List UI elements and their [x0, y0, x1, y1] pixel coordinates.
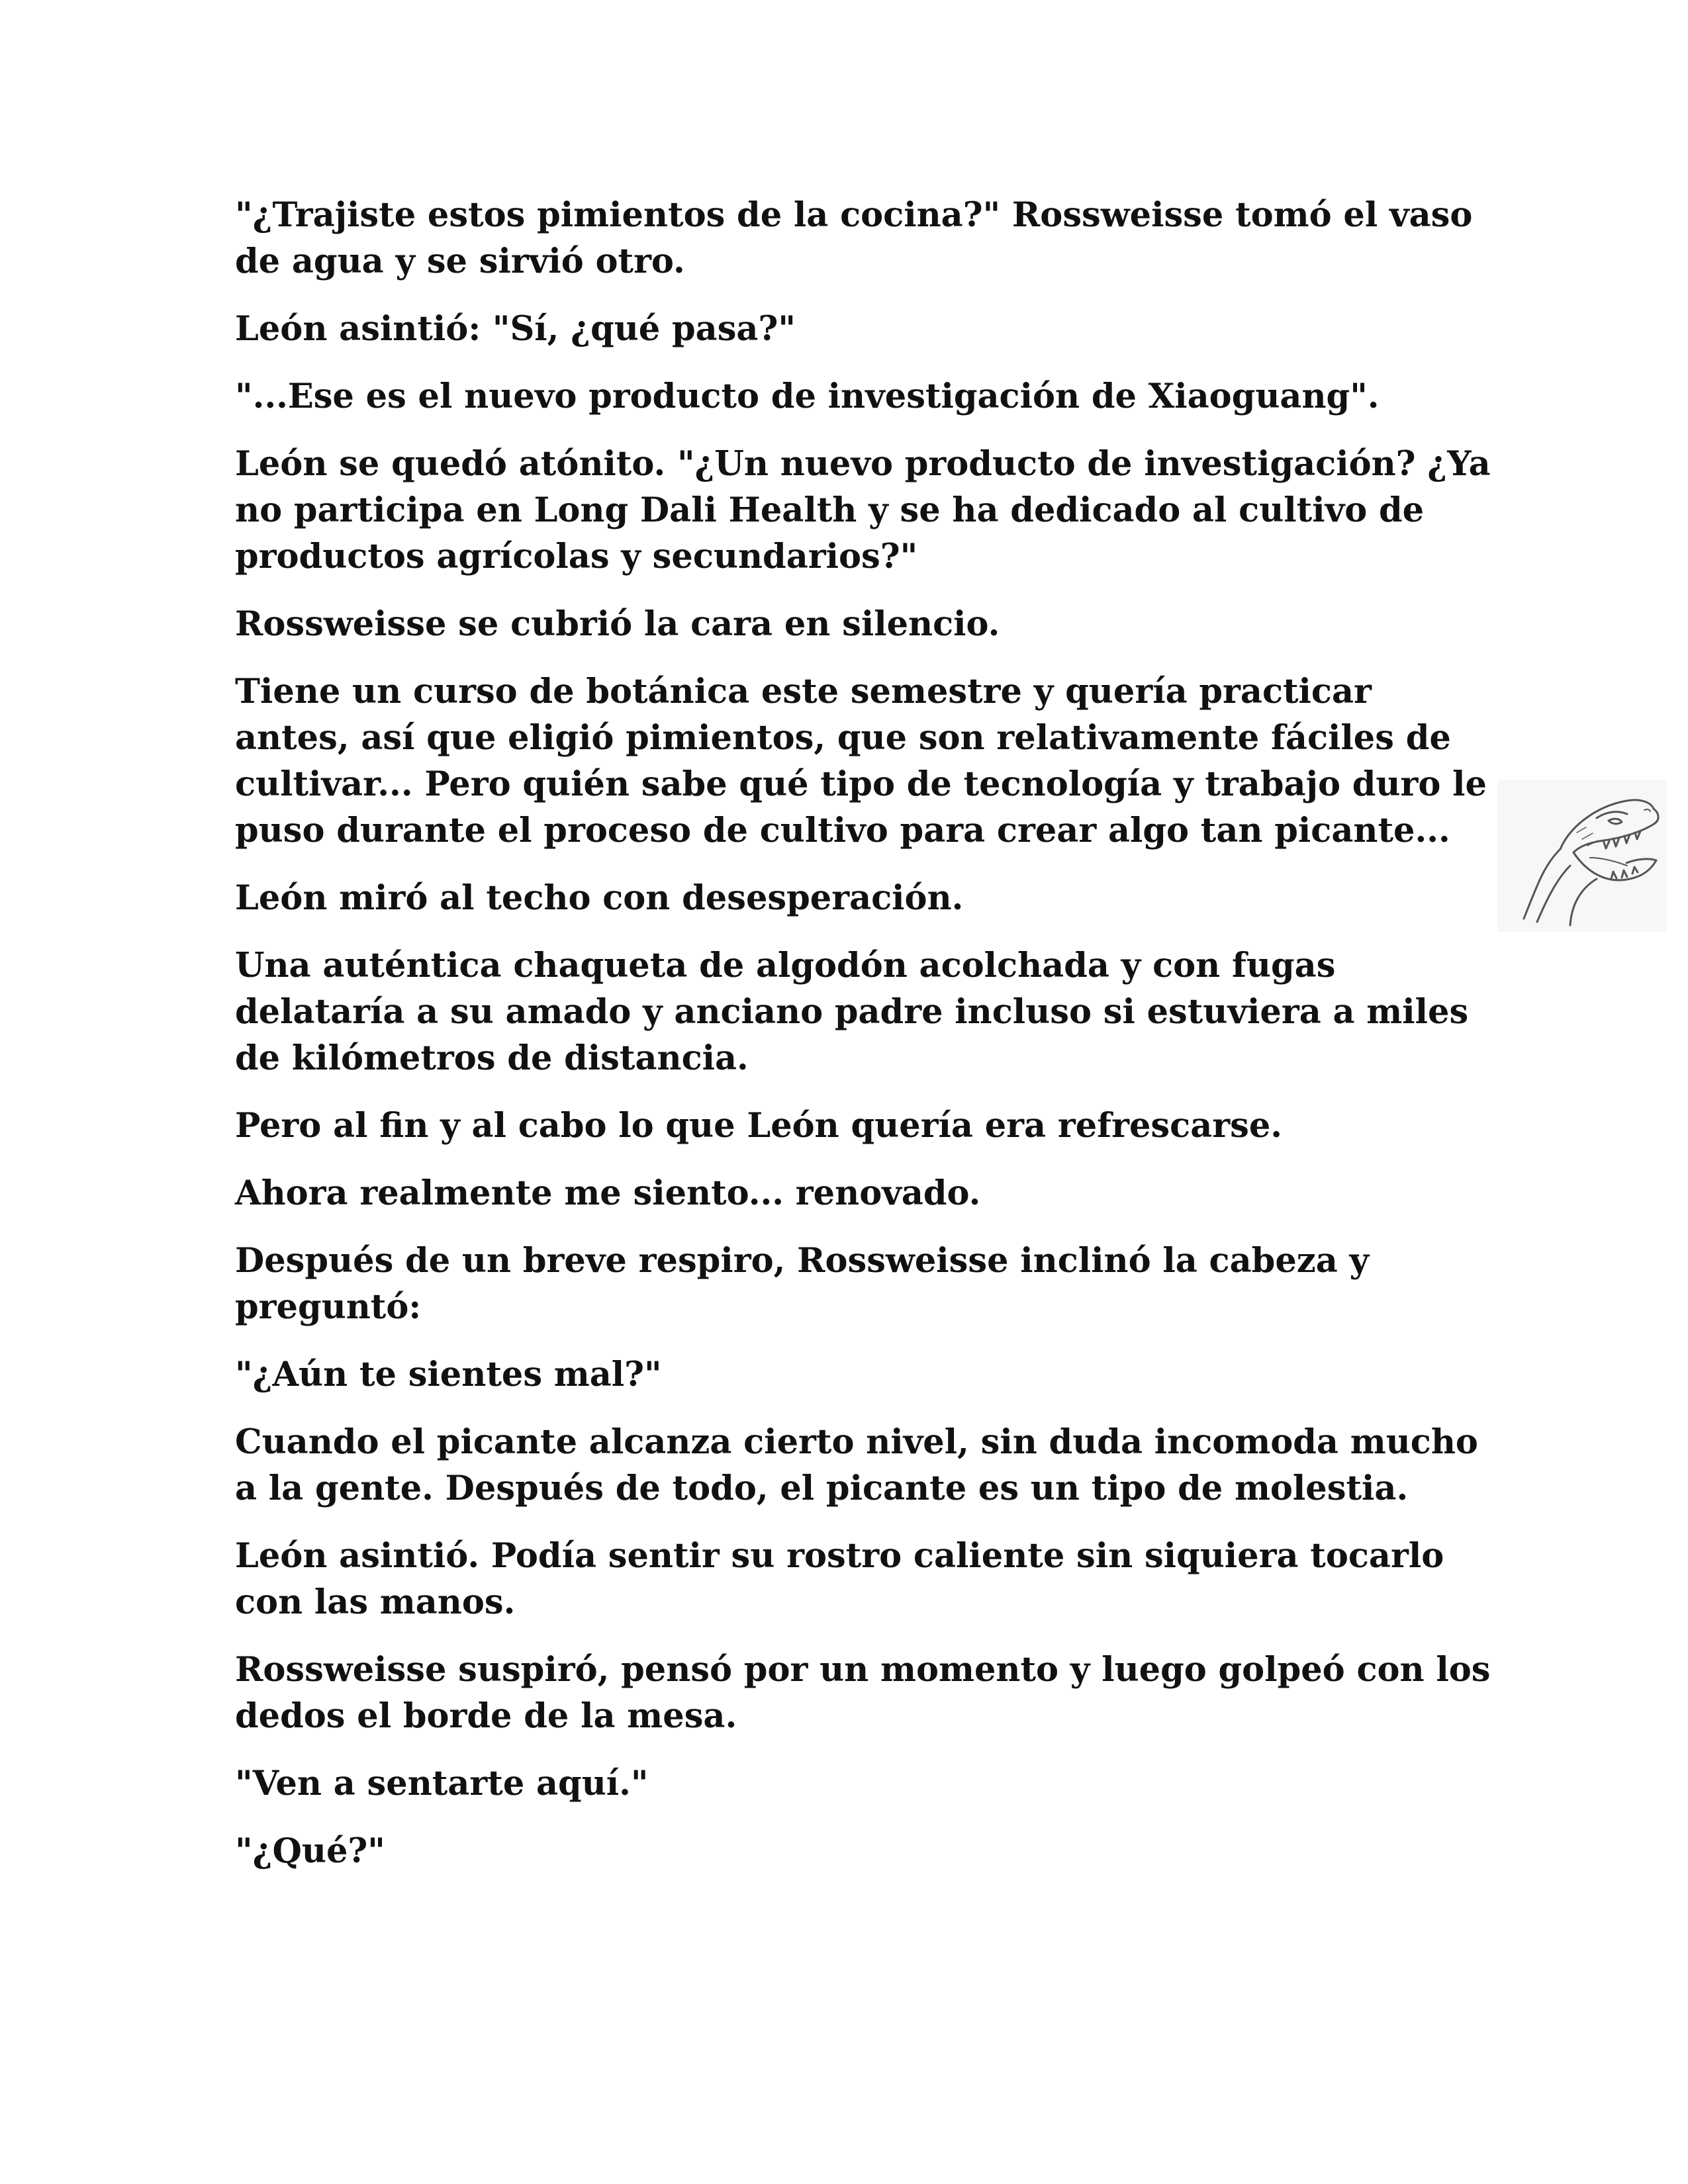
body-text	[235, 192, 1493, 1895]
paragraph: "...Ese es el nuevo producto de investigación de Xiaoguang".	[235, 377, 1380, 416]
dinosaur-sketch	[1497, 780, 1667, 932]
paragraph: Después de un breve respiro, Rossweisse inclinó la cabeza y preguntó:	[235, 1241, 1370, 1327]
paragraph: León asintió. Podía sentir su rostro caliente sin siquiera tocarlo con las manos.	[235, 1536, 1444, 1622]
paragraph: Una auténtica chaqueta de algodón acolchada y con fugas delataría a su amado y anciano padre incluso si estuviera a miles de kilómetros de distancia.	[235, 946, 1469, 1078]
paragraph: Ahora realmente me siento... renovado.	[235, 1173, 981, 1213]
paragraph: Pero al fin y al cabo lo que León quería era refrescarse.	[235, 1106, 1283, 1146]
paragraph: "Ven a sentarte aquí."	[235, 1764, 649, 1803]
paragraph: León se quedó atónito. "¿Un nuevo producto de investigación? ¿Ya no participa en Long Dali Health y se ha dedicado al cultivo de productos agrícolas y secundarios?"	[235, 444, 1491, 576]
paragraph: "¿Trajiste estos pimientos de la cocina?" Rossweisse tomó el vaso de agua y se sirvió otro.	[235, 195, 1473, 281]
paragraph: León asintió: "Sí, ¿qué pasa?"	[235, 309, 796, 349]
paragraph: Cuando el picante alcanza cierto nivel, sin duda incomoda mucho a la gente. Después de todo, el picante es un tipo de molestia.	[235, 1422, 1478, 1508]
paragraph: "¿Qué?"	[235, 1831, 385, 1871]
paragraph: Rossweisse se cubrió la cara en silencio.	[235, 604, 1000, 644]
paragraph: Rossweisse suspiró, pensó por un momento y luego golpeó con los dedos el borde de la mesa.	[235, 1650, 1491, 1736]
paragraph: "¿Aún te sientes mal?"	[235, 1355, 662, 1394]
paragraph: León miró al techo con desesperación.	[235, 878, 964, 918]
paragraph: Tiene un curso de botánica este semestre y quería practicar antes, así que eligió pimientos, que son relativamente fáciles de cultivar... Pero quién sabe qué tipo de tecnología y trabajo duro le puso durante el proceso de cultivo para crear algo tan picante...	[235, 672, 1487, 850]
dinosaur-head-icon	[1497, 780, 1667, 932]
